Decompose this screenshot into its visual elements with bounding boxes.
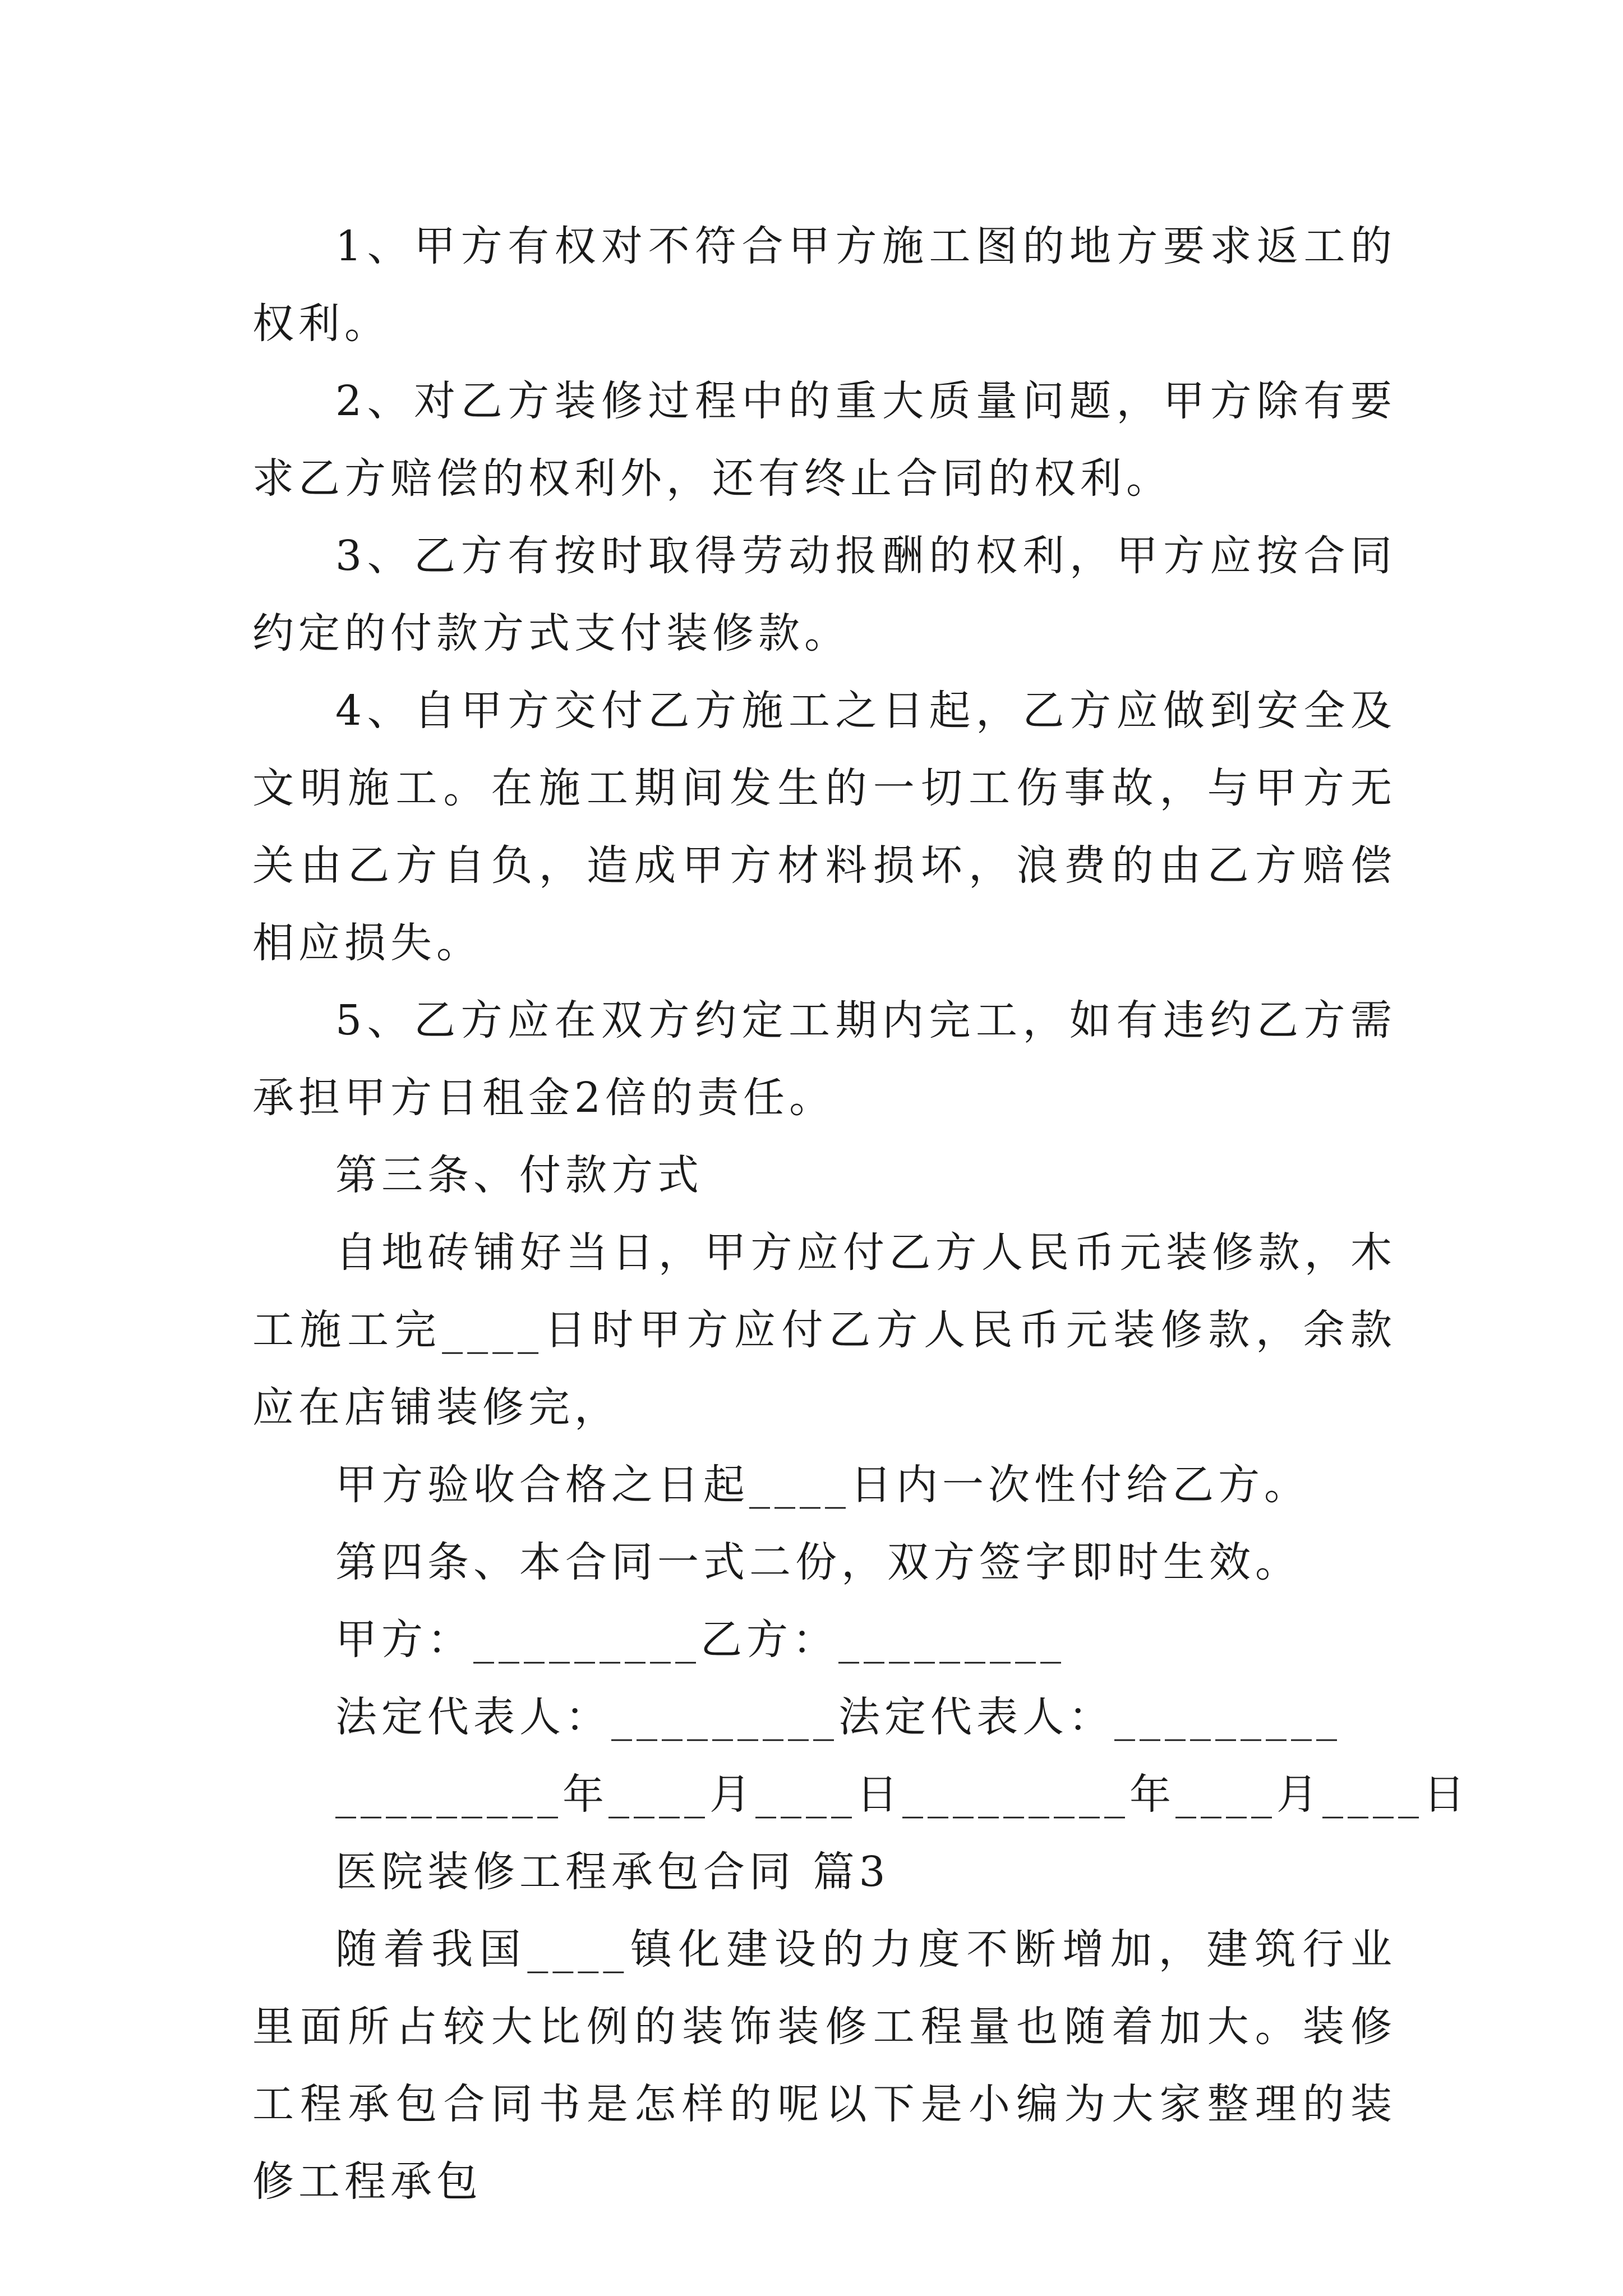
rights-clause-5: 5、乙方应在双方约定工期内完工，如有违约乙方需承担甲方日租金2倍的责任。 bbox=[252, 996, 1396, 1122]
rights-clause-1: 1、甲方有权对不符合甲方施工图的地方要求返工的权利。 bbox=[252, 222, 1396, 348]
article-3-payment-terms-continued: 甲方验收合格之日起____日内一次性付给乙方。 bbox=[335, 1461, 1310, 1509]
signature-line-legal-representatives: 法定代表人：_________法定代表人：_________ bbox=[335, 1693, 1341, 1741]
signature-line-parties: 甲方：_________乙方：_________ bbox=[335, 1616, 1066, 1664]
document-body bbox=[252, 208, 1469, 2220]
article-3-heading: 第三条、付款方式 bbox=[335, 1151, 703, 1199]
rights-clause-4: 4、自甲方交付乙方施工之日起，乙方应做到安全及文明施工。在施工期间发生的一切工伤事故，与甲方无关由乙方自负，造成甲方材料损坏，浪费的由乙方赔偿相应损失。 bbox=[252, 687, 1396, 967]
rights-clause-2: 2、对乙方装修过程中的重大质量问题，甲方除有要求乙方赔偿的权利外，还有终止合同的权利。 bbox=[252, 377, 1396, 503]
article-3-payment-terms: 自地砖铺好当日，甲方应付乙方人民币元装修款，木工施工完____日时甲方应付乙方人民币元装修款，余款应在店铺装修完， bbox=[252, 1228, 1396, 1432]
signature-line-dates: _________年____月____日_________年____月____日 bbox=[335, 1770, 1469, 1819]
article-4-effectiveness: 第四条、本合同一式二份，双方签字即时生效。 bbox=[335, 1538, 1301, 1586]
closing-paragraph: 随着我国____镇化建设的力度不断增加，建筑行业里面所占较大比例的装饰装修工程量也随着加大。装修工程承包合同书是怎样的呢以下是小编为大家整理的装修工程承包 bbox=[252, 1925, 1396, 2206]
section-title: 医院装修工程承包合同 篇3 bbox=[335, 1848, 890, 1896]
rights-clause-3: 3、乙方有按时取得劳动报酬的权利，甲方应按合同约定的付款方式支付装修款。 bbox=[252, 532, 1396, 657]
